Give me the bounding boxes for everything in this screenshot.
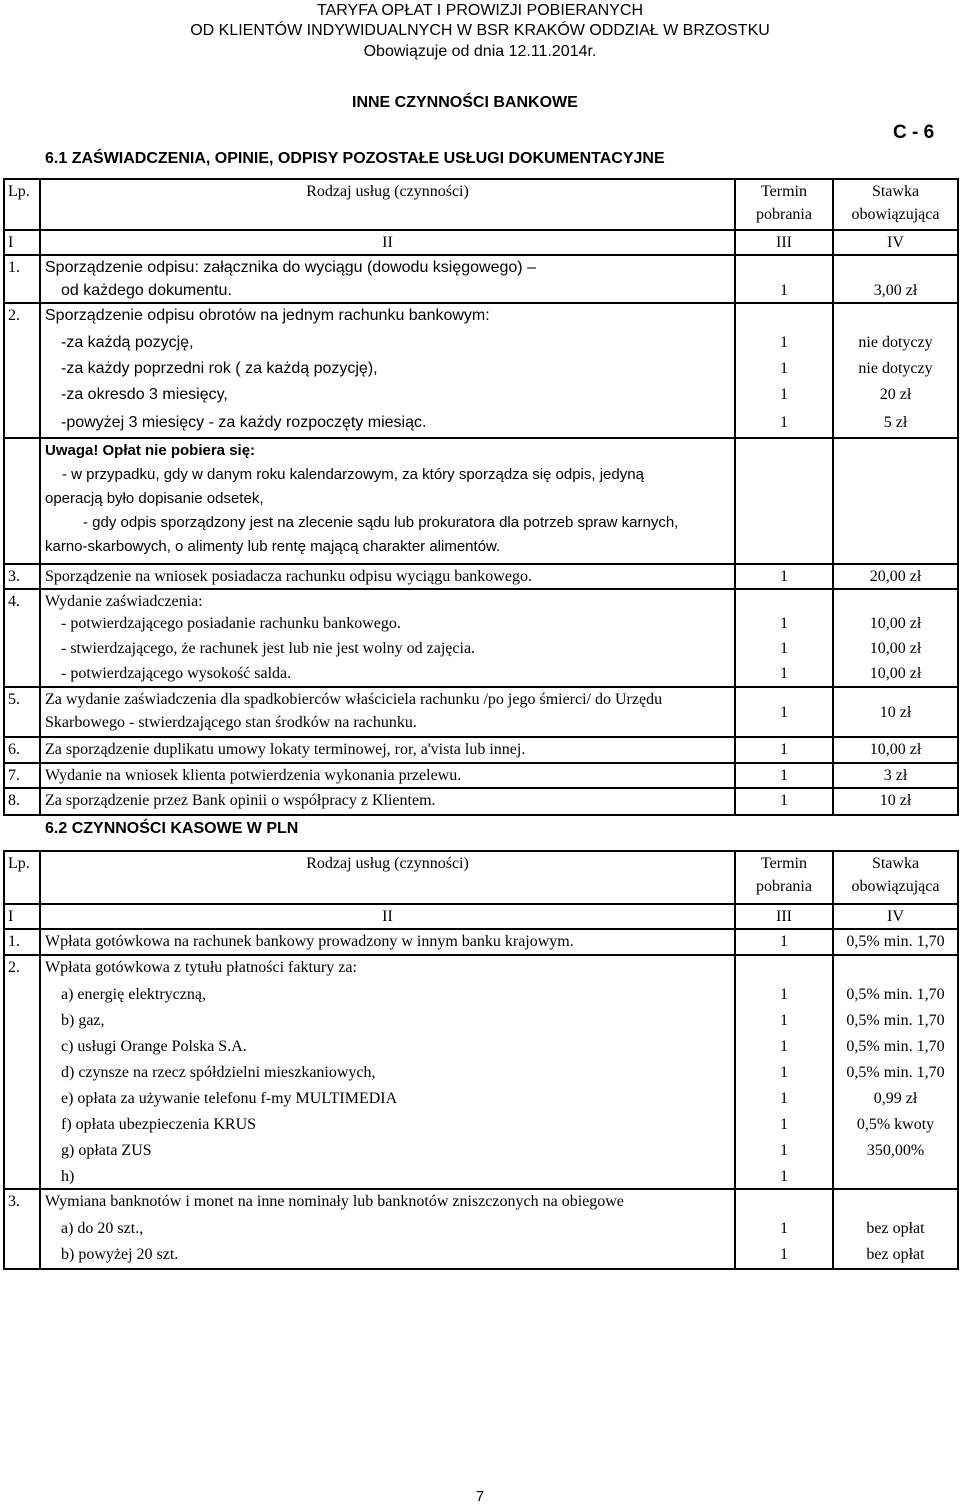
- row-termin: [735, 303, 833, 438]
- row-number: 7.: [4, 763, 40, 788]
- row-text-line: Za wydanie zaświadczenia dla spadkobierców właściciela rachunku /po jego śmierci/ do Urzędu: [45, 691, 663, 708]
- row-sub-item: -za każdą pozycję,: [61, 334, 194, 351]
- doc-effective-date: Obowiązuje od dnia 12.11.2014r.: [363, 43, 597, 60]
- row-sub-item: - stwierdzającego, że rachunek jest lub nie jest wolny od zajęcia.: [61, 640, 476, 657]
- section-code: C - 6: [893, 122, 935, 143]
- row-description: [40, 589, 735, 687]
- sub-termin: 1: [780, 360, 788, 377]
- table-6-1: [3, 178, 959, 816]
- sub-stawka: bez opłat: [866, 1220, 925, 1237]
- sub-termin: 1: [780, 1142, 788, 1159]
- roman-1: I: [4, 904, 40, 929]
- row-description: [40, 255, 735, 303]
- roman-row: [4, 230, 958, 255]
- roman-3: III: [735, 230, 833, 255]
- sub-termin: 1: [780, 1012, 788, 1029]
- row-sub-item: b) gaz,: [61, 1012, 105, 1029]
- row-sub-item: h): [61, 1168, 75, 1185]
- row-number: 5.: [4, 687, 40, 737]
- row-stawka: [833, 955, 958, 1189]
- row-sub-item: -za każdy poprzedni rok ( za każdą pozycję),: [61, 360, 378, 377]
- row-sub-item: a) do 20 szt.,: [61, 1220, 144, 1237]
- sub-termin: 1: [780, 1168, 788, 1185]
- sub-stawka: 20 zł: [879, 386, 912, 403]
- row-sub-item: e) opłata za używanie telefonu f-my MULTIMEDIA: [61, 1090, 398, 1107]
- table-row: [4, 589, 958, 687]
- row-text-line: Wymiana banknotów i monet na inne nominały lub banknotów zniszczonych na obiegowe: [45, 1193, 624, 1210]
- row-sub-item: -za okresdo 3 miesięcy,: [61, 386, 228, 403]
- row-termin: 1: [735, 687, 833, 737]
- col-termin: Termin pobrania: [735, 179, 833, 230]
- row-sub-item: - potwierdzającego wysokość salda.: [61, 665, 292, 682]
- roman-2: II: [40, 904, 735, 929]
- row-description: [40, 1189, 735, 1269]
- roman-4: IV: [833, 230, 958, 255]
- row-termin: [735, 589, 833, 687]
- uwaga-note: [40, 438, 735, 564]
- row-stawka: [833, 303, 958, 438]
- row-sub-item: d) czynsze na rzecz spółdzielni mieszkaniowych,: [61, 1064, 376, 1081]
- roman-1: I: [4, 230, 40, 255]
- subsection-6-1-title: 6.1 ZAŚWIADCZENIA, OPINIE, ODPISY POZOSTAŁE USŁUGI DOKUMENTACYJNE: [45, 150, 665, 167]
- table-row: [4, 929, 958, 955]
- row-description: Wpłata gotówkowa na rachunek bankowy prowadzony w innym banku krajowym.: [40, 929, 735, 955]
- sub-termin: 1: [780, 1220, 788, 1237]
- sub-termin: 1: [780, 414, 788, 431]
- row-termin: 1: [735, 763, 833, 788]
- row-description: Za sporządzenie duplikatu umowy lokaty terminowej, ror, a'vista lub innej.: [40, 737, 735, 763]
- sub-stawka: 0,5% min. 1,70: [846, 1038, 945, 1055]
- sub-stawka: 0,5% min. 1,70: [846, 1064, 945, 1081]
- sub-stawka: 10,00 zł: [869, 640, 922, 657]
- row-description: [40, 687, 735, 737]
- sub-termin: 1: [780, 334, 788, 351]
- col-rodzaj: Rodzaj usług (czynności): [40, 851, 735, 904]
- sub-termin: 1: [780, 665, 788, 682]
- uwaga-row: [4, 438, 958, 564]
- sub-stawka: 10,00 zł: [869, 665, 922, 682]
- sub-termin: 1: [780, 640, 788, 657]
- table-row: [4, 255, 958, 303]
- row-stawka: 0,5% min. 1,70: [833, 929, 958, 955]
- roman-row: [4, 904, 958, 929]
- row-termin: 1: [735, 255, 833, 303]
- col-stawka: Stawka obowiązująca: [833, 179, 958, 230]
- col-termin: Termin pobrania: [735, 851, 833, 904]
- row-text-line: Wpłata gotówkowa z tytułu płatności faktury za:: [45, 959, 357, 976]
- row-text-line: Sporządzenie odpisu obrotów na jednym rachunku bankowym:: [45, 307, 490, 324]
- section-heading: INNE CZYNNOŚCI BANKOWE: [352, 94, 578, 111]
- row-text-line: Wydanie zaświadczenia:: [45, 593, 203, 610]
- row-text-line: od każdego dokumentu.: [61, 282, 232, 299]
- col-stawka: Stawka obowiązująca: [833, 851, 958, 904]
- sub-termin: 1: [780, 1038, 788, 1055]
- row-stawka: 20,00 zł: [833, 564, 958, 589]
- page-number: 7: [475, 1488, 485, 1505]
- table-row: [4, 955, 958, 1189]
- sub-stawka: 0,5% min. 1,70: [846, 986, 945, 1003]
- row-description: Sporządzenie na wniosek posiadacza rachunku odpisu wyciągu bankowego.: [40, 564, 735, 589]
- uwaga-line: karno-skarbowych, o alimenty lub rentę mającą charakter alimentów.: [45, 538, 501, 555]
- row-sub-item: a) energię elektryczną,: [61, 986, 206, 1003]
- uwaga-line: - gdy odpis sporządzony jest na zlecenie sądu lub prokuratora dla potrzeb spraw karnych,: [83, 514, 679, 531]
- row-description: Wydanie na wniosek klienta potwierdzenia wykonania przelewu.: [40, 763, 735, 788]
- sub-stawka: nie dotyczy: [858, 334, 933, 351]
- row-sub-item: g) opłata ZUS: [61, 1142, 152, 1159]
- sub-termin: 1: [780, 986, 788, 1003]
- sub-termin: 1: [780, 1064, 788, 1081]
- row-sub-item: b) powyżej 20 szt.: [61, 1246, 179, 1263]
- row-termin: 1: [735, 929, 833, 955]
- row-stawka: [833, 1189, 958, 1269]
- row-text-line: Sporządzenie odpisu: załącznika do wyciągu (dowodu księgowego) –: [45, 259, 536, 276]
- table-header-row: [4, 179, 958, 230]
- row-stawka: [833, 589, 958, 687]
- col-lp: Lp.: [4, 851, 40, 904]
- table-row: [4, 737, 958, 763]
- row-stawka: 10,00 zł: [833, 737, 958, 763]
- row-text-line: Skarbowego - stwierdzającego stan środków na rachunku.: [45, 714, 417, 731]
- sub-stawka: 5 zł: [883, 414, 908, 431]
- row-termin: [735, 955, 833, 1189]
- row-description: [40, 303, 735, 438]
- sub-termin: 1: [780, 1246, 788, 1263]
- table-row: [4, 687, 958, 737]
- row-number: 1.: [4, 255, 40, 303]
- row-stawka: 10 zł: [833, 687, 958, 737]
- row-sub-item: f) opłata ubezpieczenia KRUS: [61, 1116, 257, 1133]
- sub-stawka: 0,5% kwoty: [856, 1116, 935, 1133]
- table-header-row: [4, 851, 958, 904]
- row-stawka: 10 zł: [833, 788, 958, 815]
- sub-stawka: 350,00%: [866, 1142, 925, 1159]
- col-rodzaj: Rodzaj usług (czynności): [40, 179, 735, 230]
- row-sub-item: - potwierdzającego posiadanie rachunku bankowego.: [61, 615, 401, 632]
- sub-stawka: nie dotyczy: [858, 360, 933, 377]
- uwaga-line: operacją było dopisanie odsetek,: [45, 490, 264, 507]
- row-number: 3.: [4, 1189, 40, 1269]
- table-row: [4, 763, 958, 788]
- row-number: 2.: [4, 303, 40, 438]
- sub-stawka: [838, 1162, 953, 1188]
- sub-termin: 1: [780, 615, 788, 632]
- sub-termin: 1: [780, 386, 788, 403]
- row-description: [40, 955, 735, 1189]
- roman-3: III: [735, 904, 833, 929]
- col-lp: Lp.: [4, 179, 40, 230]
- row-number: 3.: [4, 564, 40, 589]
- row-number: 2.: [4, 955, 40, 1189]
- sub-stawka: bez opłat: [866, 1246, 925, 1263]
- uwaga-title: Uwaga! Opłat nie pobiera się:: [45, 442, 256, 459]
- roman-4: IV: [833, 904, 958, 929]
- sub-stawka: 10,00 zł: [869, 615, 922, 632]
- sub-stawka: 0,99 zł: [873, 1090, 918, 1107]
- row-termin: 1: [735, 564, 833, 589]
- row-description: Za sporządzenie przez Bank opinii o współpracy z Klientem.: [40, 788, 735, 815]
- row-number: 8.: [4, 788, 40, 815]
- row-termin: 1: [735, 788, 833, 815]
- row-sub-item: -powyżej 3 miesięcy - za każdy rozpoczęty miesiąc.: [61, 414, 427, 431]
- table-row: [4, 788, 958, 815]
- row-number: 1.: [4, 929, 40, 955]
- row-number: 6.: [4, 737, 40, 763]
- doc-title-line2: OD KLIENTÓW INDYWIDUALNYCH W BSR KRAKÓW ODDZIAŁ W BRZOSTKU: [190, 22, 770, 39]
- table-row: [4, 564, 958, 589]
- row-sub-item: c) usługi Orange Polska S.A.: [61, 1038, 247, 1055]
- row-stawka: 3 zł: [833, 763, 958, 788]
- row-termin: [735, 1189, 833, 1269]
- sub-termin: 1: [780, 1116, 788, 1133]
- row-stawka: 3,00 zł: [833, 255, 958, 303]
- subsection-6-2-title: 6.2 CZYNNOŚCI KASOWE W PLN: [45, 820, 299, 837]
- row-number: 4.: [4, 589, 40, 687]
- row-termin: 1: [735, 737, 833, 763]
- table-6-2: [3, 850, 959, 1270]
- sub-termin: 1: [780, 1090, 788, 1107]
- doc-title-line1: TARYFA OPŁAT I PROWIZJI POBIERANYCH: [317, 2, 643, 19]
- table-row: [4, 1189, 958, 1269]
- uwaga-line: - w przypadku, gdy w danym roku kalendarzowym, za który sporządza się odpis, jedyną: [62, 466, 644, 483]
- sub-stawka: 0,5% min. 1,70: [846, 1012, 945, 1029]
- table-row: [4, 303, 958, 438]
- roman-2: II: [40, 230, 735, 255]
